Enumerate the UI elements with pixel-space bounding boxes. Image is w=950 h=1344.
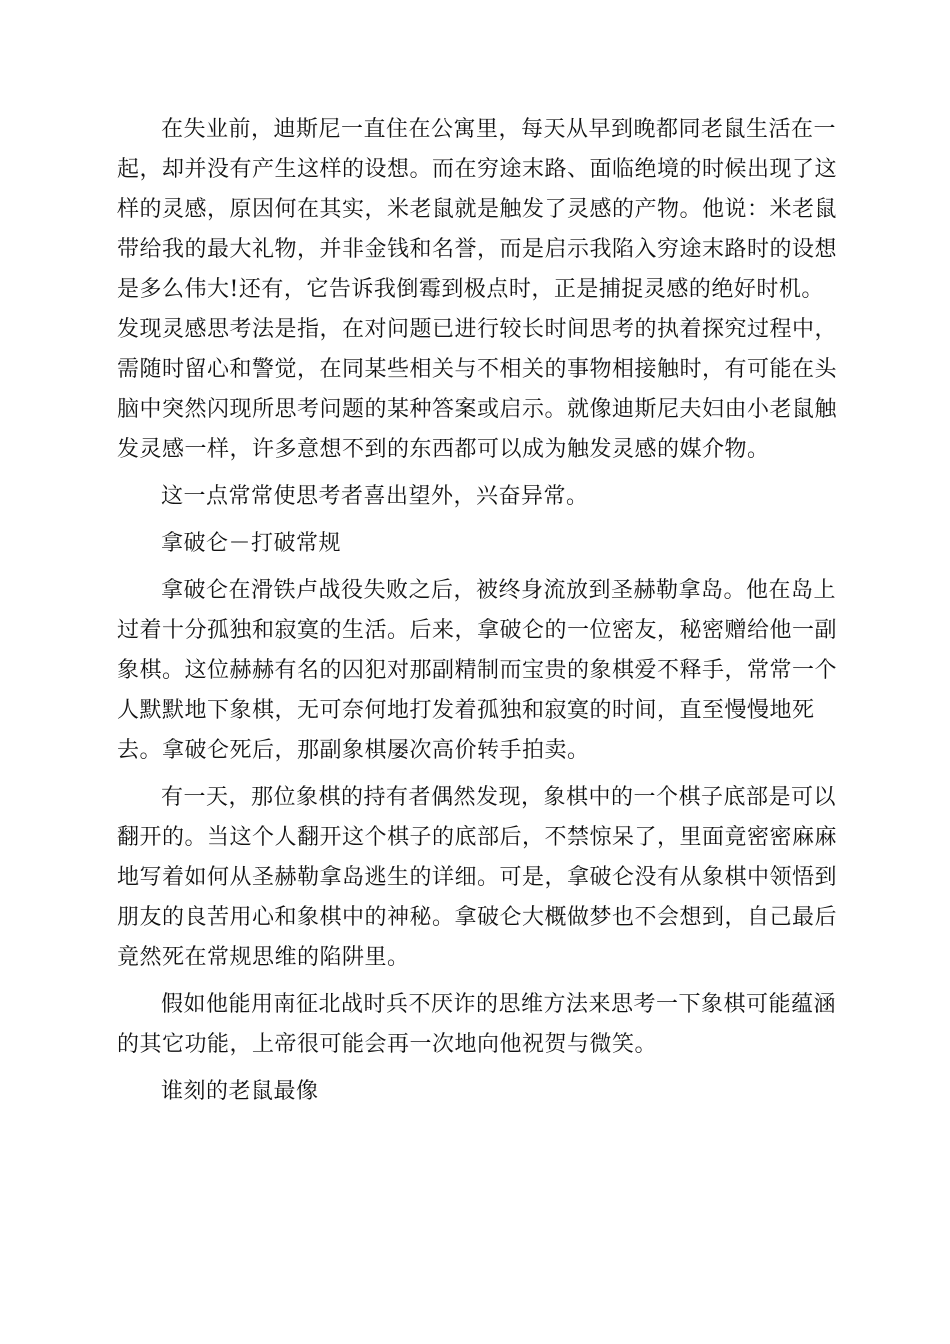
paragraph-disney-inspiration [117,110,838,470]
paragraph-thinker-joy [117,477,833,517]
text-line: 朋友的良苦用心和象棋中的神秘。拿破仑大概做梦也不会想到，自己最后 [117,905,838,930]
text-line: 这一点常常使思考者喜出望外，兴奋异常。 [161,484,589,509]
text-line: 发现灵感思考法是指，在对问题已进行较长时间思考的执着探究过程中， [117,317,838,342]
text-line: 翻开的。当这个人翻开这个棋子的底部后，不禁惊呆了，里面竟密密麻麻 [117,825,838,850]
text-line: 拿破仑在滑铁卢战役失败之后，被终身流放到圣赫勒拿岛。他在岛上 [161,578,837,603]
text-line: 起，却并没有产生这样的设想。而在穷途末路、面临绝境的时候出现了这 [117,157,838,182]
text-line: 过着十分孤独和寂寞的生活。后来，拿破仑的一位密友，秘密赠给他一副 [117,618,838,643]
text-line: 在失业前，迪斯尼一直住在公寓里，每天从早到晚都同老鼠生活在一 [161,117,837,142]
text-line: 象棋。这位赫赫有名的囚犯对那副精制而宝贵的象棋爱不释手，常常一个 [117,658,838,683]
text-line: 人默默地下象棋，无可奈何地打发着孤独和寂寞的时间，直至慢慢地死 [117,698,815,723]
text-line: 发灵感一样，许多意想不到的东西都可以成为触发灵感的媒介物。 [117,437,770,462]
document-page [117,110,838,1112]
text-line: 地写着如何从圣赫勒拿岛逃生的详细。可是，拿破仑没有从象棋中领悟到 [117,865,838,890]
text-line: 带给我的最大礼物，并非金钱和名誉，而是启示我陷入穷途末路时的设想 [117,237,838,262]
text-line: 有一天，那位象棋的持有者偶然发现，象棋中的一个棋子底部是可以 [161,785,837,810]
text-line: 样的灵感，原因何在其实，米老鼠就是触发了灵感的产物。他说：米老鼠 [117,197,838,222]
paragraph-chess-secret [117,778,838,978]
section-heading-napoleon [117,524,833,564]
text-line: 脑中突然闪现所思考问题的某种答案或启示。就像迪斯尼夫妇由小老鼠触 [117,397,838,422]
paragraph-napoleon-exile [117,571,838,771]
text-line: 是多么伟大!还有，它告诉我倒霉到极点时，正是捕捉灵感的绝好时机。 [117,277,824,302]
text-line: 竟然死在常规思维的陷阱里。 [117,945,410,970]
text-line: 需随时留心和警觉，在同某些相关与不相关的事物相接触时，有可能在头 [117,357,838,382]
text-line: 去。拿破仑死后，那副象棋屡次高价转手拍卖。 [117,738,590,763]
heading-line: 谁刻的老鼠最像 [161,1079,319,1104]
text-line: 的其它功能，上帝很可能会再一次地向他祝贺与微笑。 [117,1032,658,1057]
paragraph-if-he-could [117,985,837,1065]
section-heading-mouse-carving [117,1072,833,1112]
text-line: 假如他能用南征北战时兵不厌诈的思维方法来思考一下象棋可能蕴涵 [161,992,837,1017]
heading-line: 拿破仑－打破常规 [161,531,342,556]
